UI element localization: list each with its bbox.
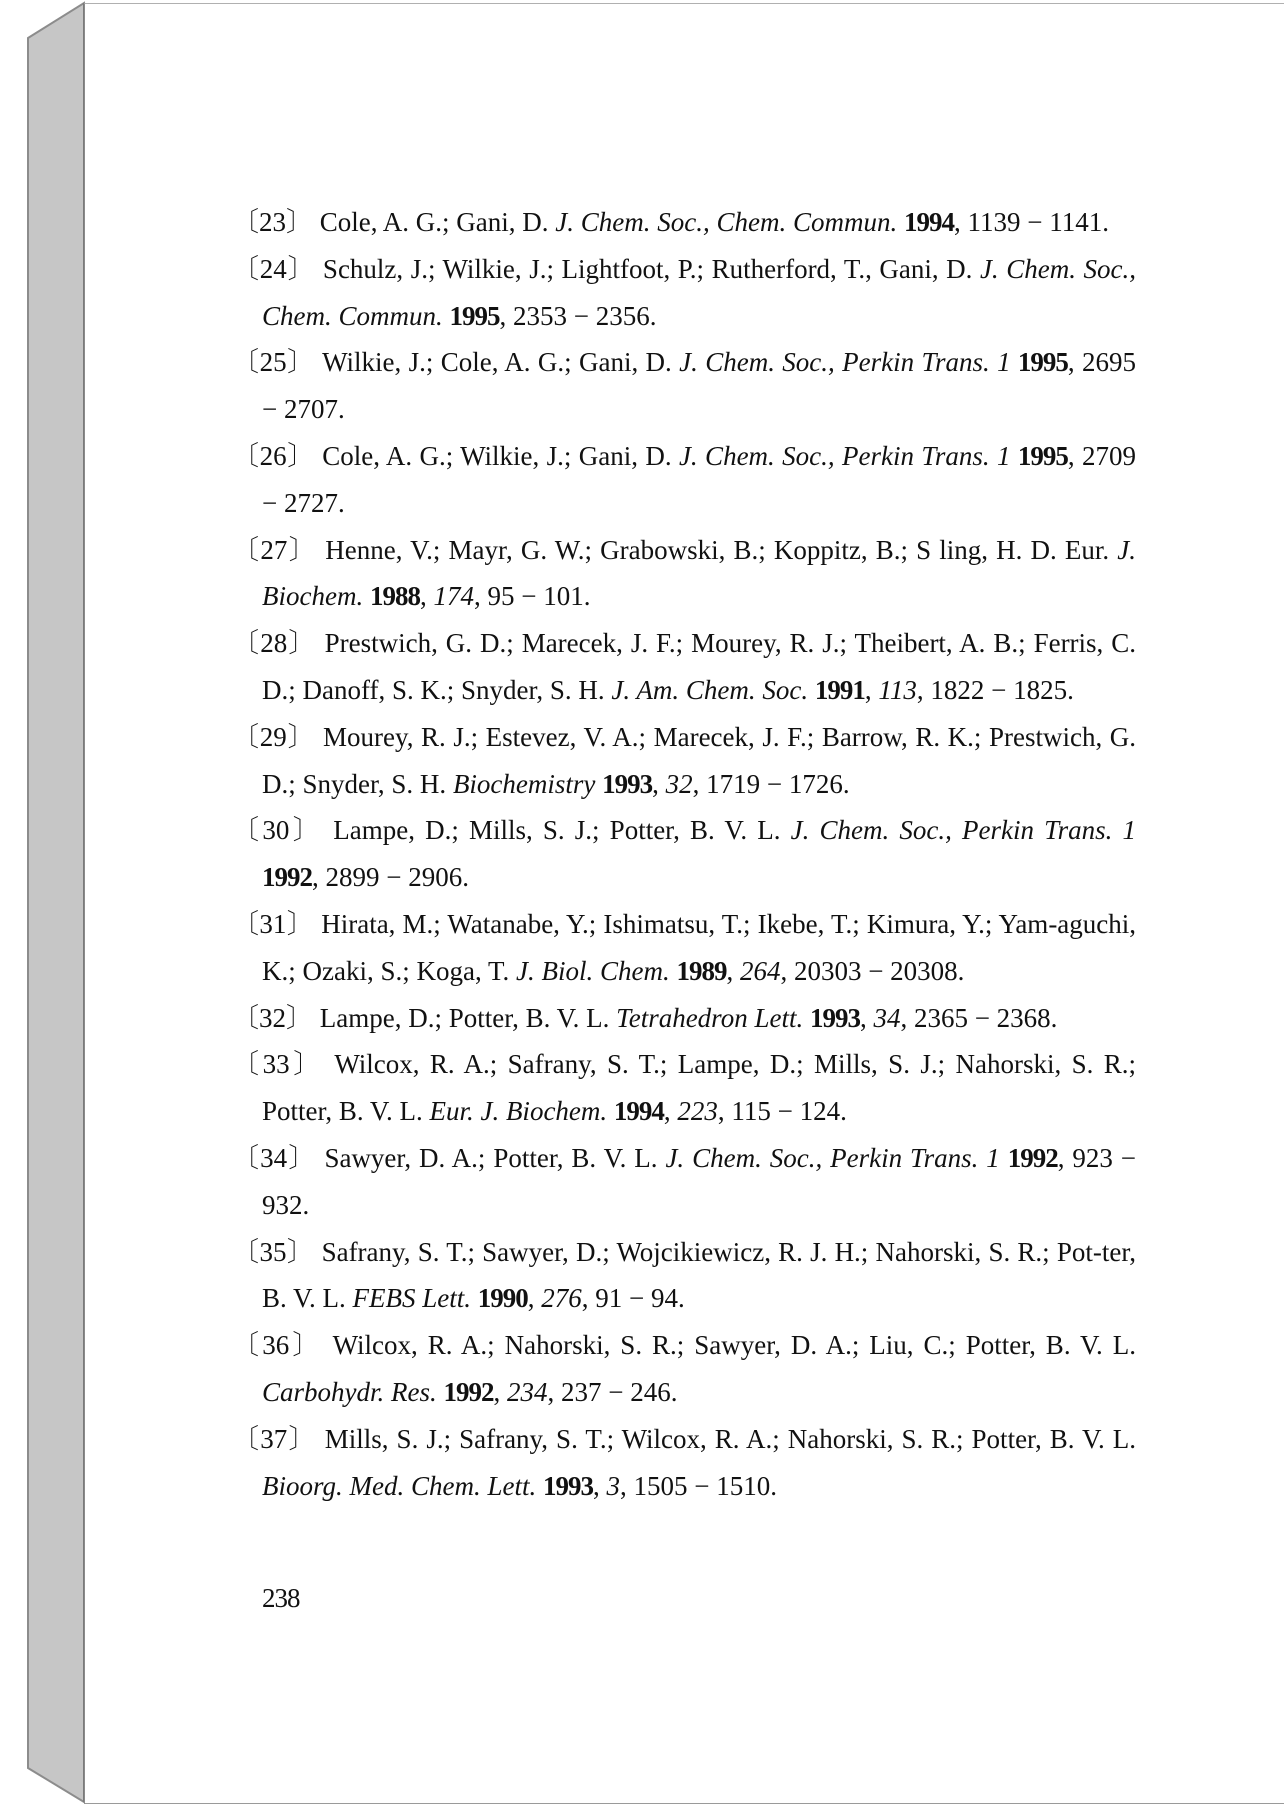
reference-text (437, 1377, 444, 1407)
reference-number: 〔27〕 (232, 534, 318, 565)
reference-text: , 20303 − 20308. (780, 955, 965, 986)
reference-italic-text: 264 (739, 955, 781, 986)
reference-italic-text: FEBS Lett. (352, 1283, 472, 1314)
reference-number: 〔31〕 (232, 908, 315, 939)
reference-number: 〔26〕 (232, 440, 315, 471)
reference-text: , (864, 674, 879, 705)
reference-italic-text: Eur. J. Biochem. (429, 1096, 608, 1127)
reference-italic-text: 3 (606, 1470, 620, 1501)
reference-text: Wilcox, R. A.; Safrany, S. T.; Lampe, D.; Mills, S. J.; Nahorski, S. R.; Potter, B. V. L. (262, 1049, 1137, 1127)
reference-text: , (527, 1283, 542, 1314)
reference-text (607, 1096, 614, 1126)
reference-italic-text: J. Chem. Soc., Chem. Commun. (262, 253, 1136, 331)
reference-italic-text: 276 (541, 1283, 582, 1314)
reference-number: 〔37〕 (232, 1423, 317, 1454)
reference-text: , (726, 955, 740, 986)
reference-text: Henne, V.; Mayr, G. W.; Grabowski, B.; Koppitz, B.; S ling, H. D. Eur. (325, 534, 1118, 565)
reference-text: Lampe, D.; Mills, S. J.; Potter, B. V. L. (333, 815, 791, 846)
reference-number: 〔23〕 (232, 207, 313, 237)
reference-italic-text: J. Biochem. (262, 534, 1137, 612)
reference-text: , 2695 − 2707. (262, 347, 1137, 425)
reference-italic-text: Carbohydr. Res. (262, 1376, 437, 1407)
reference-text: , (493, 1376, 507, 1407)
reference-text: , (652, 768, 666, 799)
reference-year: 1988 (369, 581, 420, 612)
reference-list (232, 199, 1136, 1509)
reference-year: 1994 (903, 207, 954, 237)
reference-text (1011, 347, 1018, 377)
reference-year: 1995 (1017, 440, 1068, 471)
reference-entry (232, 246, 1136, 340)
reference-text: Wilkie, J.; Cole, A. G.; Gani, D. (322, 347, 680, 378)
reference-text: , 91 − 94. (581, 1283, 685, 1314)
reference-text: , (663, 1096, 678, 1127)
reference-text: , (592, 1470, 607, 1501)
reference-entry (232, 433, 1136, 527)
reference-year: 1992 (443, 1376, 494, 1407)
reference-text: , 2353 − 2356. (499, 300, 657, 331)
reference-entry (232, 620, 1136, 714)
reference-entry (232, 901, 1136, 995)
reference-italic-text: 174 (433, 581, 474, 612)
reference-entry (232, 1135, 1136, 1229)
reference-entry (232, 1229, 1136, 1323)
reference-number: 〔25〕 (232, 347, 315, 378)
reference-year: 1993 (809, 1002, 860, 1033)
reference-text: , 95 − 101. (473, 581, 591, 612)
reference-year: 1995 (449, 300, 500, 331)
reference-number: 〔33〕 (232, 1049, 324, 1080)
reference-italic-text: J. Chem. Soc., Chem. Commun. (555, 207, 898, 237)
reference-italic-text: J. Chem. Soc., Perkin Trans. 1 (678, 440, 1011, 471)
reference-text (897, 207, 904, 237)
reference-entry (232, 807, 1136, 901)
reference-text: Mills, S. J.; Safrany, S. T.; Wilcox, R. A.; Nahorski, S. R.; Potter, B. V. L. (324, 1423, 1137, 1454)
reference-year: 1991 (814, 674, 865, 705)
reference-text: , 1719 − 1726. (692, 768, 850, 799)
reference-text: , 1505 − 1510. (619, 1470, 777, 1501)
reference-italic-text: J. Chem. Soc., Perkin Trans. 1 (790, 815, 1137, 846)
reference-text: Prestwich, G. D.; Marecek, J. F.; Mourey, R. J.; Theibert, A. B.; Ferris, C. D.; Danoff, S. K.; Snyder, S. H. (262, 628, 1137, 705)
reference-entry (232, 995, 1136, 1042)
reference-year: 1992 (262, 862, 312, 893)
reference-number: 〔29〕 (232, 721, 316, 752)
reference-year: 1993 (542, 1470, 593, 1501)
reference-italic-text: Biochemistry (452, 768, 596, 799)
reference-text: Cole, A. G.; Wilkie, J.; Gani, D. (322, 440, 679, 471)
reference-text: , 2899 − 2906. (312, 862, 469, 893)
reference-text (471, 1283, 478, 1313)
reference-italic-text: J. Chem. Soc., Perkin Trans. 1 (679, 347, 1011, 378)
reference-text: , 923 − 932. (262, 1142, 1136, 1220)
reference-text: , 2709 − 2727. (262, 440, 1137, 518)
reference-entry (232, 1322, 1136, 1416)
reference-text: Schulz, J.; Wilkie, J.; Lightfoot, P.; Rutherford, T., Gani, D. (322, 253, 980, 284)
reference-italic-text: 234 (507, 1376, 548, 1407)
reference-italic-text: 113 (878, 674, 917, 705)
reference-year: 1993 (602, 768, 653, 799)
reference-number: 〔30〕 (232, 815, 324, 846)
reference-entry (232, 1416, 1136, 1510)
reference-text: Wilcox, R. A.; Nahorski, S. R.; Sawyer, D. A.; Liu, C.; Potter, B. V. L. (332, 1330, 1137, 1361)
reference-number: 〔32〕 (232, 1002, 313, 1033)
reference-text: , (859, 1002, 874, 1033)
reference-text: Hirata, M.; Watanabe, Y.; Ishimatsu, T.; Ikebe, T.; Kimura, Y.; Yam-aguchi, K.; Ozaki, S.; Koga, T. (262, 908, 1137, 986)
reference-entry (232, 199, 1136, 246)
reference-text (443, 301, 450, 331)
reference-text: , 1139 − 1141. (953, 207, 1109, 237)
reference-text (808, 675, 815, 705)
reference-year: 1992 (1007, 1142, 1058, 1173)
reference-text: , 1822 − 1825. (916, 674, 1074, 705)
reference-entry (232, 527, 1136, 621)
reference-entry (232, 714, 1136, 808)
reference-italic-text: Bioorg. Med. Chem. Lett. (262, 1470, 537, 1501)
reference-italic-text: J. Chem. Soc., Perkin Trans. 1 (665, 1142, 1000, 1173)
reference-text: , (419, 581, 434, 612)
reference-italic-text: 223 (677, 1096, 718, 1127)
page-number: 238 (262, 1583, 300, 1613)
reference-number: 〔36〕 (232, 1330, 323, 1361)
reference-entry (232, 1041, 1136, 1135)
reference-italic-text: J. Biol. Chem. (515, 955, 670, 986)
reference-number: 〔34〕 (232, 1142, 317, 1173)
reference-text: Sawyer, D. A.; Potter, B. V. L. (324, 1142, 666, 1173)
reference-italic-text: J. Am. Chem. Soc. (611, 674, 809, 705)
reference-year: 1994 (613, 1096, 664, 1127)
reference-text (1011, 441, 1018, 471)
reference-year: 1995 (1017, 347, 1068, 378)
reference-italic-text: 34 (873, 1002, 901, 1033)
reference-text (363, 581, 370, 611)
reference-italic-text: Tetrahedron Lett. (616, 1002, 804, 1033)
reference-text (803, 1003, 810, 1033)
reference-number: 〔35〕 (232, 1236, 315, 1267)
reference-text: , 115 − 124. (717, 1096, 847, 1127)
reference-text: Cole, A. G.; Gani, D. (319, 207, 556, 237)
reference-number: 〔24〕 (232, 253, 316, 284)
reference-year: 1990 (477, 1283, 528, 1314)
reference-text: Mourey, R. J.; Estevez, V. A.; Marecek, J. F.; Barrow, R. K.; Prestwich, G. D.; Snyder, S. H. (262, 721, 1137, 799)
reference-text (1000, 1143, 1008, 1173)
reference-italic-text: 32 (665, 768, 693, 799)
reference-year: 1989 (676, 955, 727, 986)
reference-text (536, 1471, 543, 1501)
reference-entry (232, 339, 1136, 433)
reference-text: Safrany, S. T.; Sawyer, D.; Wojcikiewicz, R. J. H.; Nahorski, S. R.; Pot-ter, B. V. L. (262, 1236, 1137, 1314)
reference-number: 〔28〕 (232, 628, 317, 659)
reference-text: , 2365 − 2368. (900, 1002, 1058, 1033)
reference-text: , 237 − 246. (547, 1376, 678, 1407)
reference-text: Lampe, D.; Potter, B. V. L. (319, 1002, 617, 1033)
